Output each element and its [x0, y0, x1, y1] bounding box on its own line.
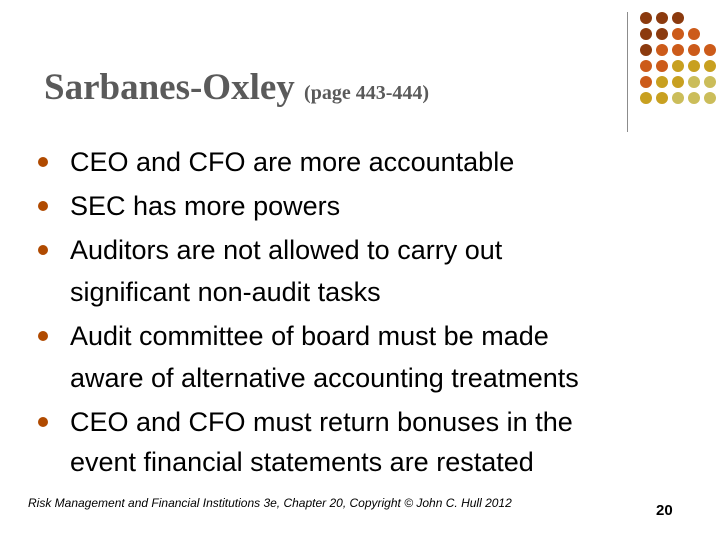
decor-dot [704, 92, 716, 104]
decor-dot [640, 44, 652, 56]
decor-dot [704, 60, 716, 72]
decor-dot [672, 76, 684, 88]
decor-dot [640, 60, 652, 72]
decor-dot [656, 60, 668, 72]
page-number: 20 [656, 502, 673, 519]
decor-dot [704, 76, 716, 88]
bullet-line: Audit committee of board must be made [70, 321, 549, 351]
decor-dot [640, 12, 652, 24]
decor-dot [656, 28, 668, 40]
decor-dot [656, 44, 668, 56]
decor-dot [672, 92, 684, 104]
decor-dot [704, 44, 716, 56]
decor-dot [672, 44, 684, 56]
decor-dot [640, 28, 652, 40]
decorative-dot-grid [636, 12, 720, 112]
bullet-dot [38, 157, 48, 167]
bullet-line: aware of alternative accounting treatments [70, 363, 579, 393]
decor-dot [688, 92, 700, 104]
bullet-dot [38, 201, 48, 211]
bullet-dot [38, 417, 48, 427]
footer-text: Risk Management and Financial Institutions 3e, Chapter 20, Copyright © John C. Hull 2012 [28, 496, 512, 510]
title-page-ref: (page 443-444) [304, 82, 430, 104]
decor-dot [656, 12, 668, 24]
bullet-line: Auditors are not allowed to carry out [70, 235, 503, 265]
decor-dot [672, 12, 684, 24]
slide-title [44, 66, 429, 109]
decor-dot [688, 44, 700, 56]
decor-dot [640, 92, 652, 104]
decor-dot [688, 76, 700, 88]
bullet-dot [38, 245, 48, 255]
bullet-dot [38, 331, 48, 341]
decor-dot [640, 76, 652, 88]
bullet-line: CEO and CFO are more accountable [70, 147, 515, 177]
bullet-line: significant non-audit tasks [70, 277, 381, 307]
decor-dot [672, 60, 684, 72]
divider-line [627, 12, 628, 132]
decor-dot [656, 76, 668, 88]
bullet-line: event financial statements are restated [70, 447, 534, 477]
decor-dot [688, 28, 700, 40]
decor-dot [688, 60, 700, 72]
decor-dot [672, 28, 684, 40]
decor-dot [656, 92, 668, 104]
bullet-line: CEO and CFO must return bonuses in the [70, 407, 573, 437]
title-main: Sarbanes-Oxley [44, 67, 295, 108]
bullet-line: SEC has more powers [70, 191, 341, 221]
